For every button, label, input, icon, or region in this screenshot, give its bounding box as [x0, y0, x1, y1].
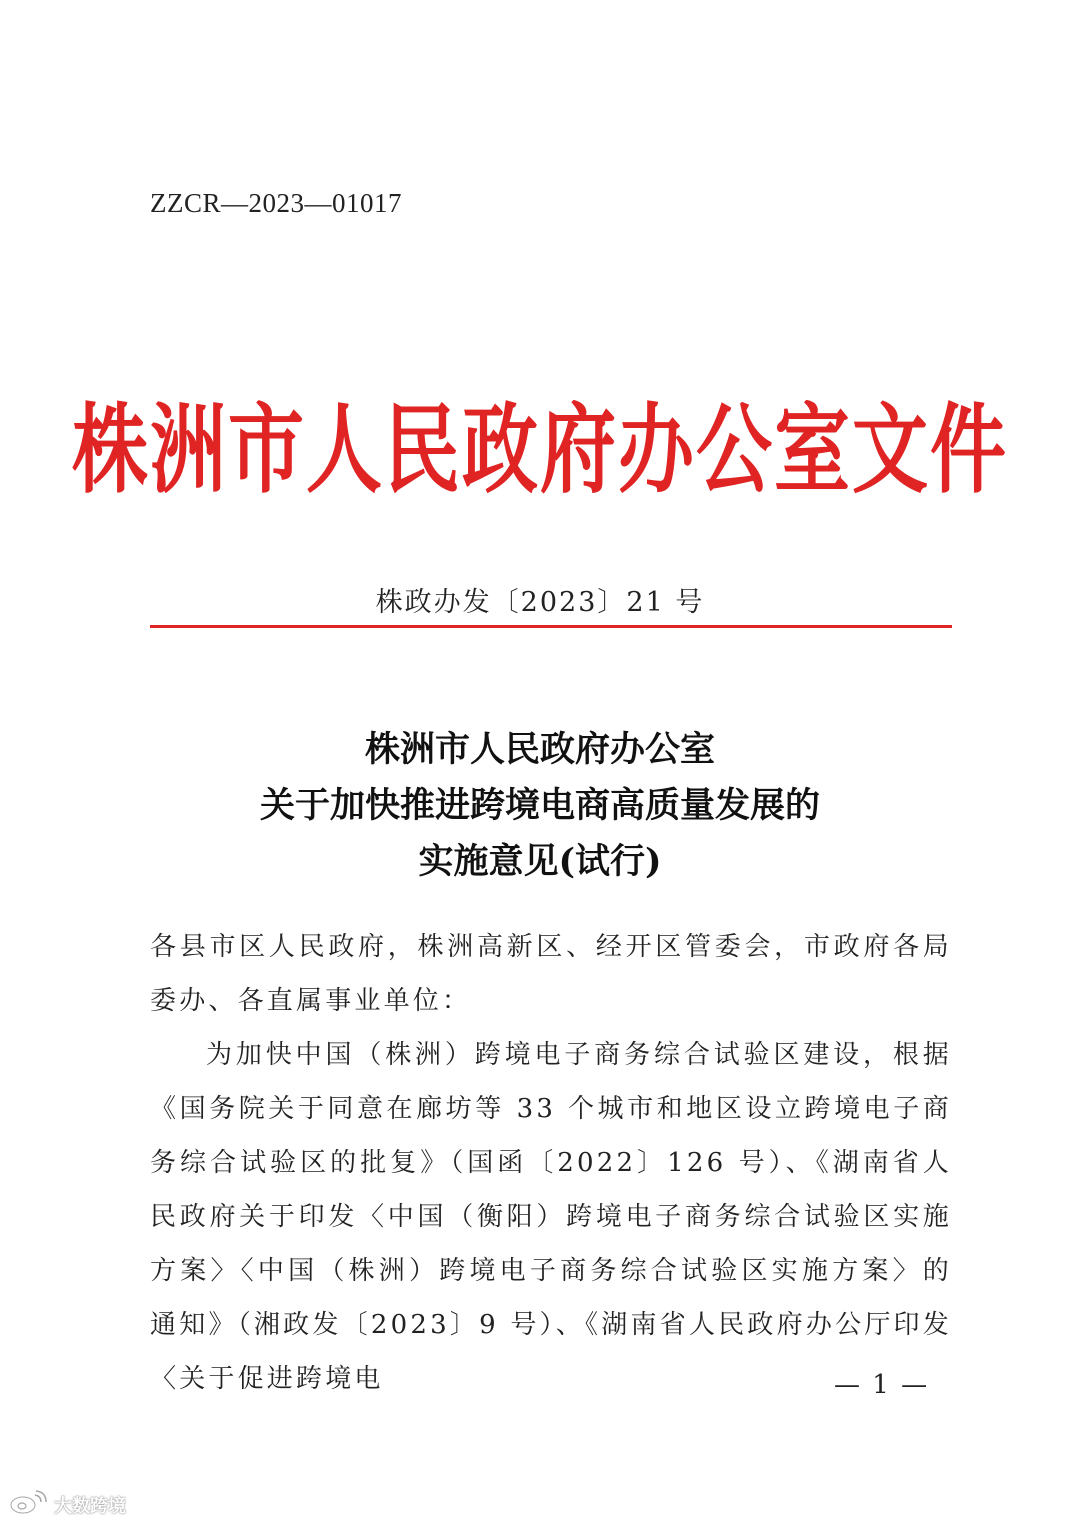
title-line-2: 关于加快推进跨境电商高质量发展的: [259, 785, 820, 826]
document-title: [0, 722, 1080, 890]
page-number: — 1 —: [834, 1370, 930, 1400]
watermark-text: 大数跨境: [54, 1496, 126, 1517]
recipients-paragraph: 各县市区人民政府，株洲高新区、经开区管委会，市政府各局委办、各直属事业单位：: [150, 932, 952, 1016]
document-code: ZZCR—2023—01017: [150, 188, 403, 218]
weibo-logo-icon: [8, 1490, 48, 1520]
title-line-3: 实施意见(试行): [418, 841, 662, 882]
title-line-1: 株洲市人民政府办公室: [364, 729, 715, 770]
document-number: 株政办发〔2023〕21 号: [375, 587, 705, 618]
red-divider: [150, 625, 952, 628]
document-body: [150, 920, 952, 1406]
watermark: [8, 1490, 126, 1520]
body-paragraph: 为加快中国（株洲）跨境电子商务综合试验区建设，根据《国务院关于同意在廊坊等 33 个城市和地区设立跨境电子商务综合试验区的批复》（国函〔2022〕126 号）、《湖南省人民政府关于印发〈中国（衡阳）跨境电子商务综合试验区实施方案〉〈中国（株洲）跨境电子商务综合试验区实施方案〉的通知》（湘政发〔2023〕9 号）、《湖南省人民政府办公厅印发〈关于促进跨境电: [150, 1040, 952, 1394]
issuer-header: 株洲市人民政府办公室文件: [72, 392, 1008, 507]
